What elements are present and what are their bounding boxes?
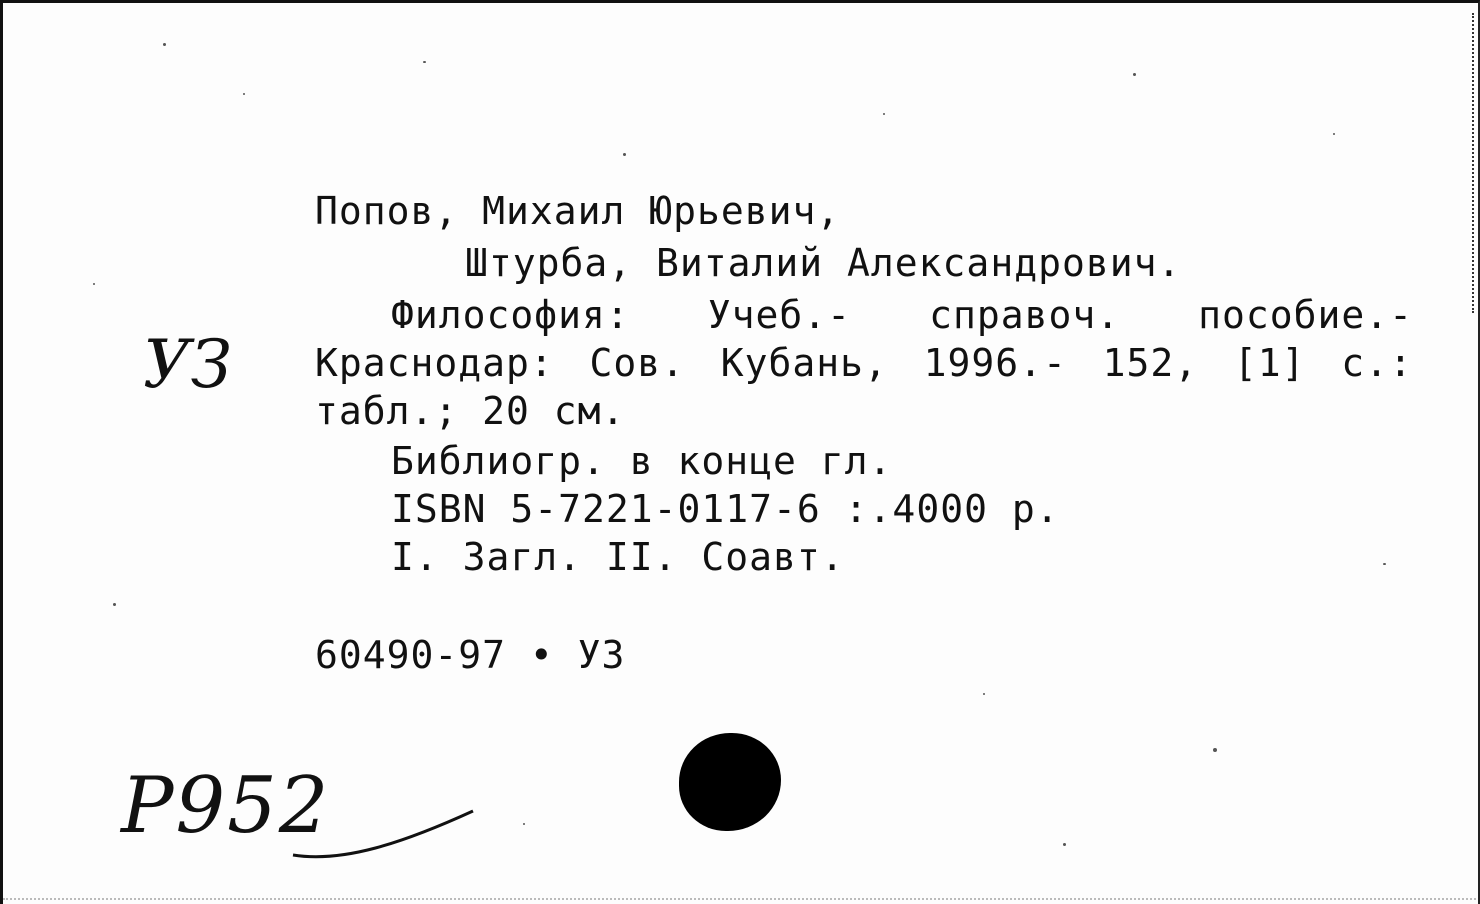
notes-line: Библиогр. в конце гл.	[391, 439, 893, 483]
publication-word: Краснодар:	[315, 341, 554, 385]
scan-speck	[1333, 133, 1335, 135]
scan-edge-artifact	[3, 896, 1480, 900]
title-word: Философия:	[391, 293, 630, 337]
coauthor-line: Штурба, Виталий Александрович.	[465, 241, 1182, 285]
card-number-line: 60490-97 • УЗ	[315, 633, 626, 677]
tracings-line: I. Загл. II. Соавт.	[391, 535, 845, 579]
scan-speck	[1063, 843, 1066, 846]
scan-speck	[883, 113, 885, 115]
title-word: пособие.-	[1198, 293, 1413, 337]
scan-speck	[243, 93, 245, 95]
title-word: справоч.	[929, 293, 1121, 337]
scan-speck	[983, 693, 985, 695]
publication-line	[315, 337, 1413, 389]
scan-speck	[163, 43, 166, 46]
isbn-line: ISBN 5-7221-0117-6 :.4000 р.	[391, 487, 1060, 531]
publication-word: Сов.	[589, 341, 686, 385]
handwritten-shelf-mark: Р952	[121, 761, 331, 851]
scan-speck	[1133, 73, 1136, 76]
scan-speck	[623, 153, 626, 156]
title-word: Учеб.-	[707, 293, 852, 337]
publication-word: 152,	[1102, 341, 1199, 385]
scan-speck	[1383, 563, 1386, 565]
publication-word: 1996.-	[923, 341, 1067, 385]
publication-word: Кубань,	[720, 341, 888, 385]
scan-speck	[423, 61, 426, 63]
punch-hole	[679, 733, 781, 831]
physical-description-line: табл.; 20 см.	[315, 389, 626, 433]
scan-speck	[93, 283, 95, 285]
author-line: Попов, Михаил Юрьевич,	[315, 189, 841, 233]
publication-word: [1]	[1233, 341, 1306, 385]
title-line	[391, 289, 1413, 341]
scan-speck	[113, 603, 116, 606]
handwritten-classification-mark: УЗ	[143, 326, 232, 403]
scan-speck	[523, 823, 525, 825]
shelf-mark-flourish	[283, 793, 483, 863]
scan-speck	[1213, 748, 1217, 752]
publication-word: с.:	[1341, 341, 1413, 385]
scan-edge-artifact	[1468, 13, 1474, 313]
